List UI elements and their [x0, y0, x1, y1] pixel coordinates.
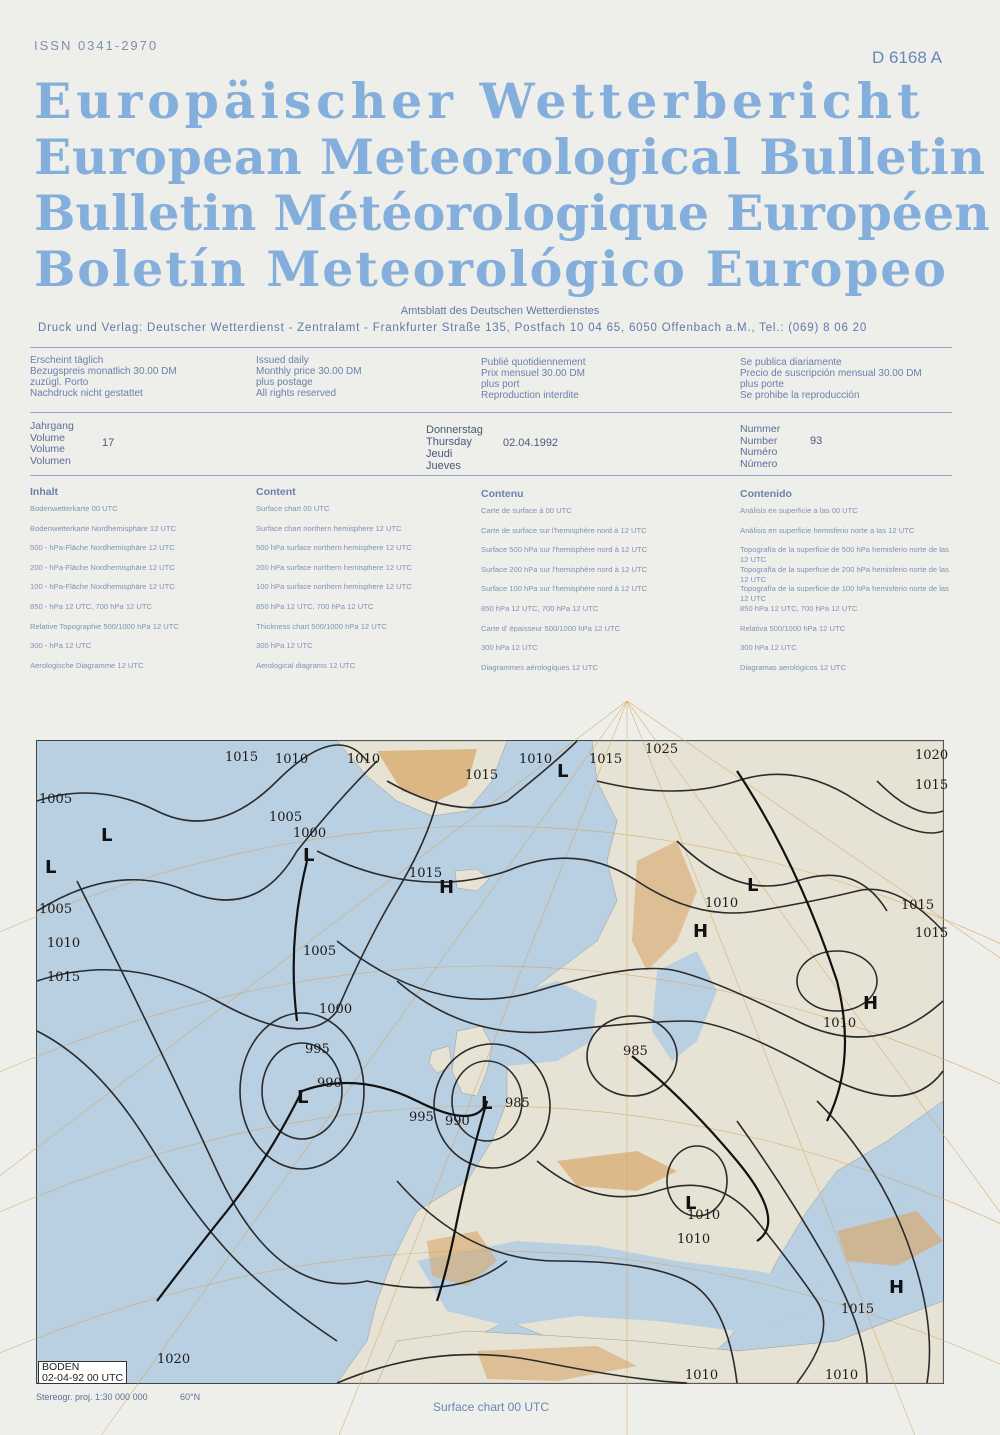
divider: [30, 475, 952, 476]
contents-item: Bodenwetterkarte 00 UTC: [30, 504, 118, 513]
volume-value: 17: [102, 437, 115, 449]
divider: [30, 347, 952, 348]
cold-front-line: [294, 861, 307, 1021]
surface-weather-map: [36, 740, 949, 1384]
isobar-label: 1010: [47, 936, 81, 951]
divider: [30, 412, 952, 413]
contents-item: 850 hPa 12 UTC, 700 hPa 12 UTC: [481, 603, 599, 613]
low-pressure-symbol: L: [303, 845, 315, 866]
contents-item: 100 hPa surface northern hemisphere 12 UTC: [256, 582, 412, 592]
contents-item: 300 hPa 12 UTC: [740, 643, 797, 653]
isobar-line: [37, 1031, 337, 1341]
isobar-label: 1015: [915, 926, 949, 941]
weather-map-svg: [37, 741, 949, 1383]
low-pressure-symbol: L: [685, 1193, 697, 1214]
isobar-label: 1010: [275, 752, 309, 767]
high-pressure-symbol: H: [439, 877, 455, 898]
isobar-label: 1020: [157, 1352, 191, 1367]
contents-french: [481, 488, 647, 682]
contents-item: Carte d' épaisseur 500/1000 hPa 12 UTC: [481, 623, 621, 633]
contents-item: Topografía de la superficie de 100 hPa hemisferio norte de las 12 UTC: [740, 584, 949, 604]
subscription-line: Se publica diariamente: [740, 357, 842, 368]
isobar-label: 1020: [915, 748, 949, 763]
isobar-label: 1015: [409, 866, 443, 881]
contents-item: 850 hPa 12 UTC, 700 hPa 12 UTC: [740, 603, 858, 613]
day-label: Donnerstag: [426, 424, 483, 436]
low-pressure-symbol: L: [481, 1093, 493, 1114]
isobar-label: 1015: [47, 970, 81, 985]
isobar-label: 1010: [519, 752, 553, 767]
subscription-line: Prix mensuel 30.00 DM: [481, 368, 585, 379]
subscription-line: plus postage: [256, 377, 313, 388]
contents-item: Análisis en superficie hemisferio norte a las 12 UTC: [740, 525, 915, 535]
isobar-label: 995: [305, 1042, 330, 1057]
isobar-line: [37, 801, 437, 1029]
projection-note: Stereogr. proj. 1:30 000 000: [36, 1392, 148, 1402]
subscription-line: Erscheint täglich: [30, 355, 104, 366]
latitude-note: 60°N: [180, 1392, 201, 1402]
contents-item: 850 - hPa 12 UTC, 700 hPa 12 UTC: [30, 601, 152, 611]
isobar-label: 1015: [915, 778, 949, 793]
subscription-line: Issued daily: [256, 355, 309, 366]
isobar-label: 1015: [901, 898, 935, 913]
contents-heading: Inhalt: [30, 486, 58, 498]
black-sea: [827, 1171, 907, 1216]
isobar-label: 990: [445, 1114, 470, 1129]
isobar-label: 1015: [841, 1302, 875, 1317]
subscription-line: All rights reserved: [256, 388, 337, 399]
day-labels: [426, 424, 483, 472]
volume-label: Volume: [30, 431, 66, 444]
contents-item: Relative Topographie 500/1000 hPa 12 UTC: [30, 621, 179, 631]
official-gazette-line: Amtsblatt des Deutschen Wetterdienstes: [400, 305, 600, 317]
contents-item: Diagramas aerológicos 12 UTC: [740, 662, 846, 672]
number-label: Numéro: [740, 446, 778, 458]
document-number: D 6168 A: [872, 48, 942, 67]
number-label: Number: [740, 434, 778, 447]
issue-date: 02.04.1992: [503, 437, 559, 449]
subscription-line: Reproduction interdite: [481, 390, 579, 401]
volume-label: Jahrgang: [30, 420, 74, 432]
contents-item: Aerological diagrams 12 UTC: [256, 660, 356, 670]
contents-item: Relativa 500/1000 hPa 12 UTC: [740, 623, 846, 633]
number-label: Nummer: [740, 423, 781, 435]
isobar-label: 1010: [347, 752, 381, 767]
contents-item: 200 - hPa-Fläche Nordhemisphäre 12 UTC: [30, 562, 175, 572]
contents-heading: Contenu: [481, 488, 524, 500]
isobar-label: 1010: [677, 1232, 711, 1247]
volume-label: Volumen: [30, 454, 71, 467]
isobar-label: 1015: [225, 750, 259, 765]
isobar-label: 1015: [465, 768, 499, 783]
isobar-label: 1005: [39, 792, 73, 807]
low-pressure-symbol: L: [101, 825, 113, 846]
contents-item: Carte de surface à 00 UTC: [481, 506, 572, 515]
isobar-label: 1015: [589, 752, 623, 767]
turkey-highland: [837, 1211, 943, 1266]
isobar-label: 1010: [825, 1368, 859, 1383]
subscription-line: Nachdruck nicht gestattet: [30, 388, 143, 399]
contents-item: 300 - hPa 12 UTC: [30, 641, 92, 651]
number-label: Número: [740, 457, 778, 470]
low-pressure-symbol: L: [45, 857, 57, 878]
chart-tag-box: [38, 1361, 127, 1384]
contents-item: Surface 500 hPa sur l'hemisphère nord à 12 UTC: [481, 545, 648, 555]
subscription-line: plus port: [481, 379, 520, 390]
contents-item: 850 hPa 12 UTC, 700 hPa 12 UTC: [256, 601, 374, 611]
chart-tag-line: 02-04-92 00 UTC: [42, 1371, 124, 1384]
contents-item: 300 hPa 12 UTC: [256, 641, 313, 651]
contents-item: Topografía de la superficie de 200 hPa hemisferio norte de las 12 UTC: [740, 564, 949, 584]
title-english: European Meteorological Bulletin: [34, 128, 986, 186]
high-pressure-symbol: H: [889, 1277, 905, 1298]
contents-heading: Contenido: [740, 488, 792, 500]
map-caption: Surface chart 00 UTC: [432, 1400, 550, 1414]
low-pressure-symbol: L: [297, 1087, 309, 1108]
ireland-landmass: [429, 1046, 452, 1073]
day-label: Jeudi: [426, 448, 453, 460]
contents-item: Surface 200 hPa sur l'hemisphère nord à 12 UTC: [481, 564, 648, 574]
isobar-label: 985: [623, 1044, 648, 1059]
subscription-line: plus porte: [740, 379, 784, 390]
contents-item: Surface chart northern hemisphere 12 UTC: [256, 523, 402, 533]
contents-item: Topografía de la superficie de 500 hPa hemisferio norte de las 12 UTC: [740, 545, 949, 565]
contents-item: Análisis en superficie a las 00 UTC: [740, 506, 858, 515]
low-pressure-symbol: L: [747, 875, 759, 896]
high-pressure-symbol: H: [693, 921, 709, 942]
contents-item: 300 hPa 12 UTC: [481, 643, 538, 653]
contents-item: 200 hPa surface northern hemisphere 12 UTC: [256, 562, 412, 572]
isobar-label: 1010: [823, 1016, 857, 1031]
isobar-label: 1005: [303, 944, 337, 959]
contents-heading: Content: [256, 486, 296, 498]
issn-number: ISSN 0341-2970: [34, 38, 159, 53]
contents-item: Aerologische Diagramme 12 UTC: [30, 660, 144, 670]
contents-item: 500 - hPa-Fläche Nordhemisphäre 12 UTC: [30, 543, 175, 553]
subscription-english: [256, 355, 362, 399]
isobar-label: 1010: [687, 1208, 721, 1223]
subscription-line: Monthly price 30.00 DM: [256, 366, 362, 377]
subscription-german: [30, 355, 177, 399]
subscription-line: zuzügl. Porto: [30, 377, 89, 388]
number-labels: [740, 424, 780, 470]
chart-tag-line: BODEN: [42, 1361, 80, 1373]
publisher-line: Druck und Verlag: Deutscher Wetterdienst - Zentralamt - Frankfurter Straße 135, Postfach 10 04 65, 6050 Offenbach a.M., Tel.: (069) 8 06 20: [38, 322, 868, 334]
volume-label: Volume: [30, 443, 66, 455]
low-pressure-symbol: L: [557, 761, 569, 782]
title-german: Europäischer Wetterbericht: [34, 72, 925, 130]
subscription-line: Publié quotidiennement: [481, 357, 586, 368]
subscription-line: Precio de suscripción mensual 30.00 DM: [740, 368, 922, 379]
isobar-line: [37, 745, 367, 821]
high-pressure-symbol: H: [863, 993, 879, 1014]
isobar-label: 1010: [705, 896, 739, 911]
title-spanish: Boletín Meteorológico Europeo: [34, 240, 948, 298]
contents-item: Surface chart 00 UTC: [256, 504, 330, 513]
contents-item: Diagrammes aérologiques 12 UTC: [481, 662, 598, 672]
isobar-label: 1000: [319, 1002, 353, 1017]
contents-german: [30, 486, 179, 680]
isobar-label: 1005: [39, 902, 73, 917]
subscription-french: [481, 357, 586, 401]
contents-english: [256, 486, 412, 680]
day-label: Thursday: [426, 436, 472, 448]
day-label: Jueves: [426, 460, 461, 472]
isobar-label: 985: [505, 1096, 530, 1111]
contents-item: Surface 100 hPa sur l'hemisphère nord à 12 UTC: [481, 584, 648, 594]
contents-item: 100 - hPa-Fläche Nordhemisphäre 12 UTC: [30, 582, 175, 592]
isobar-label: 1000: [293, 826, 327, 841]
subscription-spanish: [740, 357, 922, 401]
contents-item: Carte de surface sur l'hemisphère nord à 12 UTC: [481, 525, 647, 535]
isobar-label: 1010: [685, 1368, 719, 1383]
isobar-label: 995: [409, 1110, 434, 1125]
contents-item: 500 hPa surface northern hemisphere 12 UTC: [256, 543, 412, 553]
isobar-label: 990: [317, 1076, 342, 1091]
contents-item: Bodenwetterkarte Nordhemisphäre 12 UTC: [30, 523, 177, 533]
contents-item: Thickness chart 500/1000 hPa 12 UTC: [256, 621, 387, 631]
contents-spanish: [740, 488, 950, 682]
subscription-line: Bezugspreis monatlich 30.00 DM: [30, 366, 177, 377]
isobar-label: 1025: [645, 742, 679, 757]
issue-number: 93: [810, 435, 823, 447]
subscription-line: Se prohibe la reproducción: [740, 390, 860, 401]
title-french: Bulletin Météorologique Européen: [34, 184, 990, 242]
volume-labels: [30, 421, 74, 467]
isobar-label: 1005: [269, 810, 303, 825]
